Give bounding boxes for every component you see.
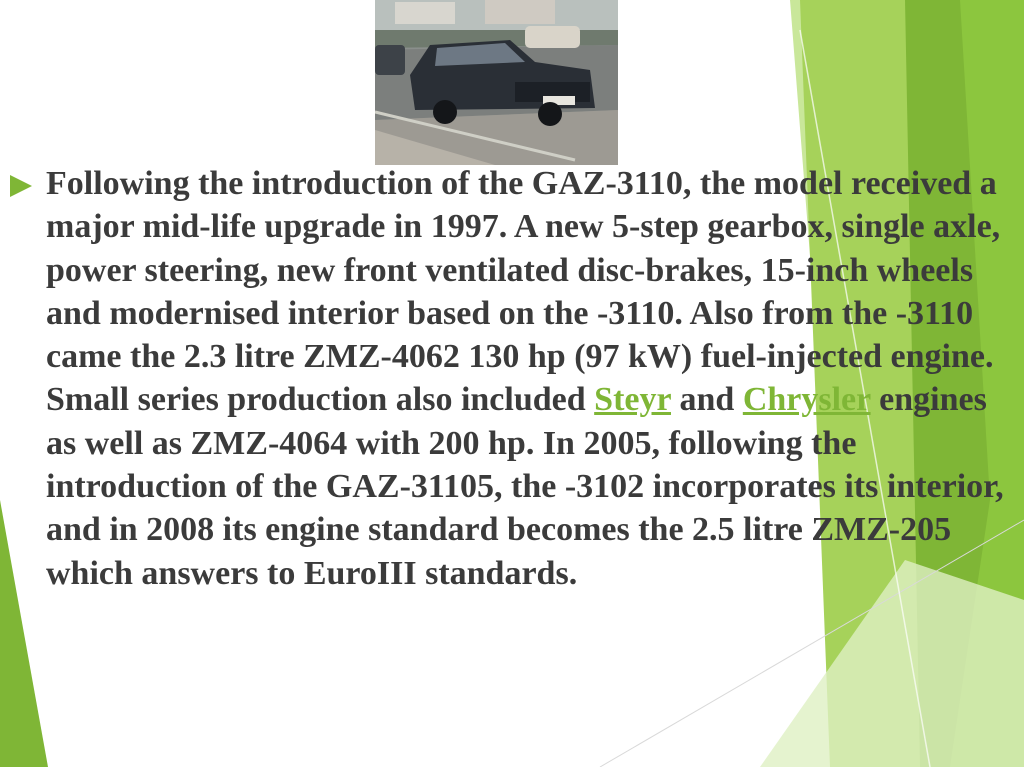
paragraph-text-1: Following the introduction of the GAZ-3110, the model received a major mid-life upgrade in 1997. A new 5-step gearbox, single axle, power steering, new front ventilated disc-brakes, 15-inch wheels and modernised interior based on the -3110. Also from the -3110 came the 2.3 litre ZMZ-4062 130 hp (97 kW) fuel-injected engine. Small series production also included bbox=[46, 165, 1001, 419]
paragraph-text-2: and bbox=[670, 381, 743, 419]
body-paragraph bbox=[46, 162, 1021, 595]
car-photo bbox=[375, 0, 618, 165]
car-photo-illustration bbox=[375, 0, 618, 165]
triangle-right-icon bbox=[8, 173, 34, 199]
paragraph-text-3: engines as well as ZMZ-4064 with 200 hp. In 2005, following the introduction of the GAZ-31105, the -3102 incorporates its interior, and in 2008 its engine standard becomes the 2.5 litre ZMZ-205 which answers to EuroIII standards. bbox=[46, 381, 1004, 592]
link-steyr[interactable]: Steyr bbox=[594, 381, 671, 419]
deco-left-wedge bbox=[0, 500, 48, 767]
link-chrysler[interactable]: Chrysler bbox=[742, 381, 871, 419]
